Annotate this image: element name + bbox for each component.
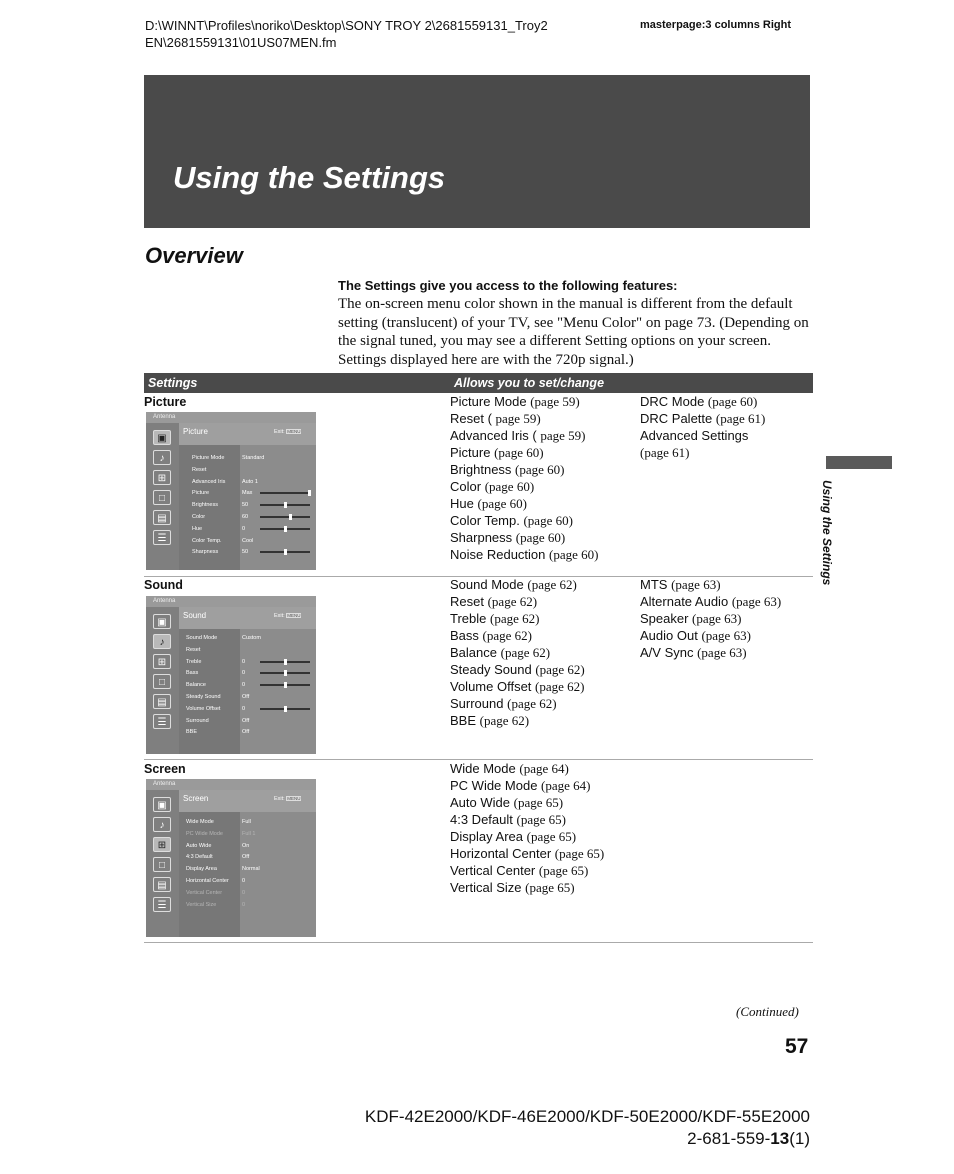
menu-row-value: 0 bbox=[242, 889, 246, 896]
menu-title: Picture bbox=[183, 427, 208, 436]
menu-row-name: Color Temp. bbox=[192, 537, 222, 544]
setting-item: Reset (page 62) bbox=[450, 594, 538, 609]
setting-item: Advanced Iris ( page 59) bbox=[450, 428, 586, 443]
setting-item: BBE (page 62) bbox=[450, 713, 530, 728]
antenna-bar: Antenna bbox=[146, 779, 316, 790]
menu-row-name: Display Area bbox=[186, 866, 217, 873]
antenna-bar: Antenna bbox=[146, 412, 316, 423]
setting-item: Reset ( page 59) bbox=[450, 411, 541, 426]
menu-row-value: 60 bbox=[242, 514, 249, 520]
exit-hint: Exit: MENU bbox=[274, 613, 301, 619]
menu-row-value: Off bbox=[242, 717, 250, 724]
menu-row-name: Steady Sound bbox=[186, 694, 221, 700]
parental-lock-icon: ▤ bbox=[153, 694, 171, 709]
setting-item: MTS (page 63) bbox=[640, 577, 721, 592]
antenna-bar: Antenna bbox=[146, 596, 316, 607]
menu-row-name: Surround bbox=[186, 717, 209, 724]
side-tab-bar bbox=[826, 456, 892, 469]
setting-item: Steady Sound (page 62) bbox=[450, 662, 585, 677]
picture-icon: ▣ bbox=[153, 430, 171, 445]
sound-icon: ♪ bbox=[153, 634, 171, 649]
slider-knob bbox=[284, 502, 287, 508]
setting-item: PC Wide Mode (page 64) bbox=[450, 778, 591, 793]
menu-row-name: Reset bbox=[192, 466, 207, 473]
parental-lock-icon: ▤ bbox=[153, 877, 171, 892]
menu-row-name: Reset bbox=[186, 646, 201, 653]
setting-item: Balance (page 62) bbox=[450, 645, 551, 660]
menu-row-value: 50 bbox=[242, 549, 249, 556]
menu-row-name: Sound Mode bbox=[186, 635, 218, 641]
menu-row-name: Vertical Center bbox=[186, 889, 223, 896]
intro-heading: The Settings give you access to the following features: bbox=[338, 278, 678, 293]
menu-row-name: Wide Mode bbox=[186, 819, 214, 825]
slider-knob bbox=[284, 526, 287, 532]
menu-row-value: 0 bbox=[242, 705, 246, 712]
menu-values-column bbox=[240, 629, 316, 754]
setting-item: Brightness (page 60) bbox=[450, 462, 565, 477]
setting-item: Display Area (page 65) bbox=[450, 829, 577, 844]
menu-row-value: Standard bbox=[242, 455, 265, 461]
screen-icon: ⊞ bbox=[153, 837, 171, 852]
setting-item: DRC Palette (page 61) bbox=[640, 411, 766, 426]
setting-item: Picture (page 60) bbox=[450, 445, 544, 460]
setting-item: Volume Offset (page 62) bbox=[450, 679, 585, 694]
setting-item: Sound Mode (page 62) bbox=[450, 577, 577, 592]
setting-item: Surround (page 62) bbox=[450, 696, 557, 711]
settings-list-2 bbox=[640, 576, 781, 661]
setting-item: 4:3 Default (page 65) bbox=[450, 812, 566, 827]
level-slider bbox=[260, 551, 310, 553]
menu-row-value: Max bbox=[242, 490, 253, 497]
setting-item: Hue (page 60) bbox=[450, 496, 527, 511]
menu-title: Screen bbox=[183, 794, 209, 803]
setting-item: Color Temp. (page 60) bbox=[450, 513, 573, 528]
screen-icon: ⊞ bbox=[153, 470, 171, 485]
setting-item: Advanced Settings bbox=[640, 428, 749, 443]
menu-row-name: Balance bbox=[186, 682, 206, 689]
menu-row-name: Picture Mode bbox=[192, 455, 225, 461]
menu-row-value: Custom bbox=[242, 635, 261, 641]
video-icon: □ bbox=[153, 674, 171, 689]
menu-row-value: Off bbox=[242, 729, 250, 736]
sound-icon: ♪ bbox=[153, 817, 171, 832]
menu-row-name: Volume Offset bbox=[186, 705, 221, 712]
menu-row-name: Advanced Iris bbox=[192, 478, 226, 485]
setting-item: Sharpness (page 60) bbox=[450, 530, 566, 545]
slider-knob bbox=[284, 670, 287, 676]
setting-item: Horizontal Center (page 65) bbox=[450, 846, 605, 861]
video-icon: □ bbox=[153, 857, 171, 872]
intro-body: The on-screen menu color shown in the manual is different from the default setting (translucent) of your TV, see "Menu Color" on page 73. (Depending on the signal tuned, you may see a different Setting options on your screen. Settings displayed here are with the 720p signal.) bbox=[338, 296, 809, 368]
section-label: Picture bbox=[144, 395, 187, 409]
page-title: Using the Settings bbox=[173, 160, 446, 195]
menu-row-value: 0 bbox=[242, 682, 246, 689]
setting-item: A/V Sync (page 63) bbox=[640, 645, 747, 660]
video-icon: □ bbox=[153, 490, 171, 505]
menu-row-name: Sharpness bbox=[192, 549, 219, 556]
menu-row-value: Auto 1 bbox=[242, 478, 258, 485]
exit-hint: Exit: MENU bbox=[274, 796, 301, 802]
settings-list bbox=[450, 576, 585, 729]
level-slider bbox=[260, 492, 310, 494]
setting-item: Audio Out (page 63) bbox=[640, 628, 751, 643]
menu-row-name: BBE bbox=[186, 729, 198, 736]
exit-hint: Exit: MENU bbox=[274, 429, 301, 435]
level-slider bbox=[260, 504, 310, 506]
setting-item: (page 61) bbox=[640, 445, 690, 460]
setting-item: Speaker (page 63) bbox=[640, 611, 742, 626]
level-slider bbox=[260, 708, 310, 710]
setting-item: Vertical Center (page 65) bbox=[450, 863, 589, 878]
parental-lock-icon: ▤ bbox=[153, 510, 171, 525]
menu-row-name: Picture bbox=[192, 490, 210, 497]
settings-list-2 bbox=[640, 393, 765, 461]
setting-item: Wide Mode (page 64) bbox=[450, 761, 569, 776]
menu-row-value: Full bbox=[242, 819, 251, 825]
row-divider bbox=[144, 942, 813, 943]
menu-row-name: Auto Wide bbox=[186, 842, 212, 849]
menu-row-value: Normal bbox=[242, 866, 260, 873]
setting-item: Auto Wide (page 65) bbox=[450, 795, 564, 810]
menu-row-name: Hue bbox=[192, 525, 203, 532]
setting-item: Alternate Audio (page 63) bbox=[640, 594, 782, 609]
setting-item: Vertical Size (page 65) bbox=[450, 880, 575, 895]
setup-icon: ☰ bbox=[153, 530, 171, 545]
menu-row-name: PC Wide Mode bbox=[186, 830, 223, 837]
setting-item: DRC Mode (page 60) bbox=[640, 394, 758, 409]
picture-icon: ▣ bbox=[153, 797, 171, 812]
menu-row-value: Off bbox=[242, 854, 250, 861]
menu-row-value: 0 bbox=[242, 878, 246, 884]
menu-screenshot bbox=[146, 779, 316, 937]
slider-knob bbox=[289, 514, 292, 520]
menu-row-value: 0 bbox=[242, 670, 246, 677]
title-banner bbox=[144, 75, 810, 228]
menu-row-value: 0 bbox=[242, 525, 246, 532]
menu-row-value: On bbox=[242, 842, 250, 849]
level-slider bbox=[260, 684, 310, 686]
menu-screenshot bbox=[146, 412, 316, 570]
slider-knob bbox=[308, 490, 311, 496]
section-heading: Overview bbox=[145, 243, 243, 268]
slider-knob bbox=[284, 659, 287, 665]
menu-row-value: 0 bbox=[242, 901, 246, 908]
side-tab-label: Using the Settings bbox=[820, 480, 834, 586]
section-label: Screen bbox=[144, 762, 186, 776]
level-slider bbox=[260, 516, 310, 518]
picture-icon: ▣ bbox=[153, 614, 171, 629]
setting-item: Noise Reduction (page 60) bbox=[450, 547, 599, 562]
sound-icon: ♪ bbox=[153, 450, 171, 465]
file-path: D:\WINNT\Profiles\noriko\Desktop\SONY TROY 2\2681559131_Troy2 EN\2681559131\01US07MEN.fm bbox=[145, 18, 548, 50]
menu-row-name: 4:3 Default bbox=[186, 854, 213, 861]
settings-list bbox=[450, 760, 604, 896]
menu-row-value: 50 bbox=[242, 502, 249, 509]
menu-screenshot bbox=[146, 596, 316, 754]
setting-item: Treble (page 62) bbox=[450, 611, 540, 626]
setting-item: Bass (page 62) bbox=[450, 628, 532, 643]
slider-knob bbox=[284, 549, 287, 555]
setup-icon: ☰ bbox=[153, 897, 171, 912]
level-slider bbox=[260, 528, 310, 530]
menu-row-value: Off bbox=[242, 694, 250, 700]
setup-icon: ☰ bbox=[153, 714, 171, 729]
menu-row-value: 0 bbox=[242, 658, 246, 665]
setting-item: Picture Mode (page 59) bbox=[450, 394, 580, 409]
model-footer: KDF-42E2000/KDF-46E2000/KDF-50E2000/KDF-55E2000 2-681-559-13(1) bbox=[364, 1107, 810, 1148]
level-slider bbox=[260, 661, 310, 663]
header-settings: Settings bbox=[148, 376, 198, 390]
section-label: Sound bbox=[144, 578, 183, 592]
slider-knob bbox=[284, 706, 287, 712]
settings-list bbox=[450, 393, 598, 563]
screen-icon: ⊞ bbox=[153, 654, 171, 669]
page-number: 57 bbox=[785, 1035, 809, 1058]
menu-row-name: Bass bbox=[186, 670, 199, 677]
menu-row-value: Full 1 bbox=[242, 830, 256, 837]
menu-title: Sound bbox=[183, 611, 207, 620]
menu-row-name: Color bbox=[192, 514, 206, 520]
menu-row-name: Horizontal Center bbox=[186, 878, 229, 884]
header-allows: Allows you to set/change bbox=[454, 376, 605, 390]
masterpage-label: masterpage:3 columns Right bbox=[640, 19, 791, 31]
table-header bbox=[144, 373, 813, 393]
menu-row-value: Cool bbox=[242, 537, 254, 544]
menu-row-name: Brightness bbox=[192, 502, 218, 509]
slider-knob bbox=[284, 682, 287, 688]
menu-row-name: Vertical Size bbox=[186, 901, 217, 908]
menu-row-name: Treble bbox=[186, 658, 202, 665]
continued-note: (Continued) bbox=[736, 1004, 799, 1019]
setting-item: Color (page 60) bbox=[450, 479, 535, 494]
level-slider bbox=[260, 672, 310, 674]
